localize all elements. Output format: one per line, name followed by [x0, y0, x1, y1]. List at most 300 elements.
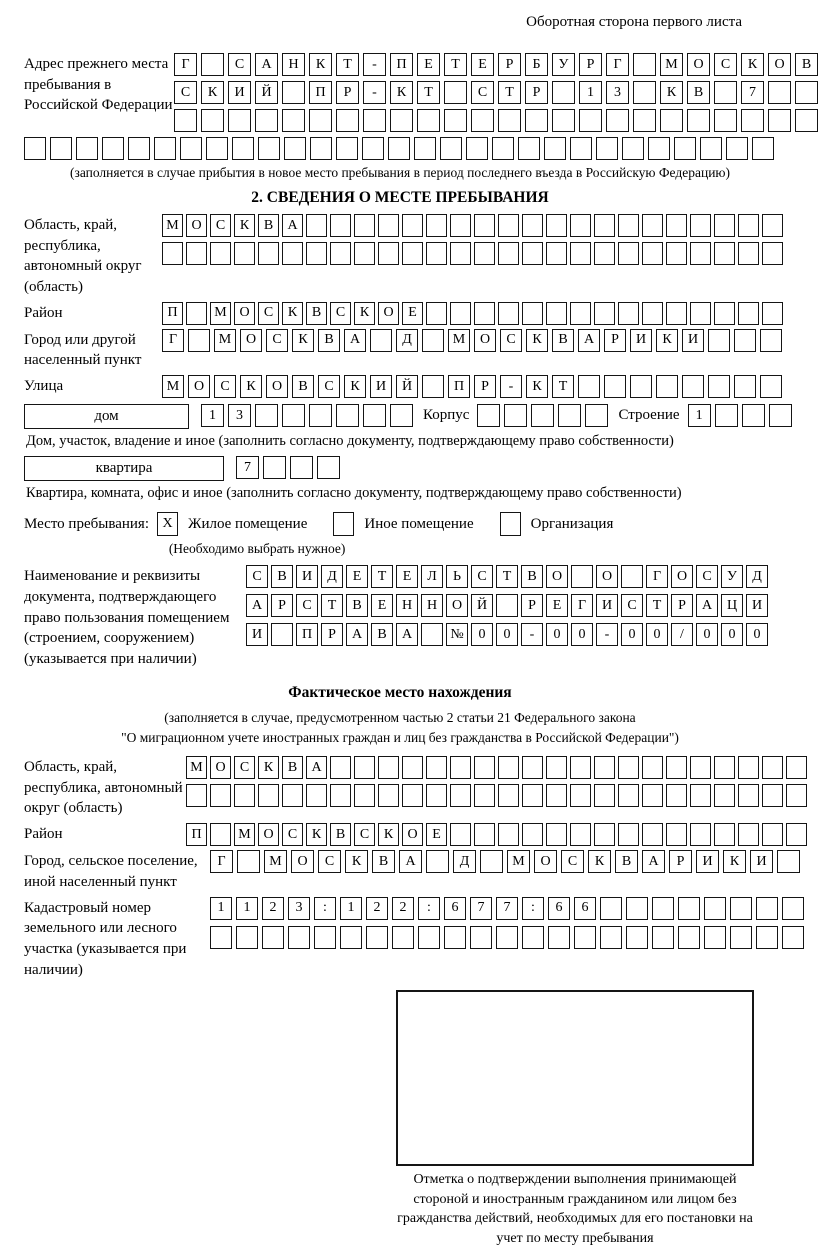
char-box[interactable]: А	[255, 53, 278, 76]
char-box[interactable]	[426, 214, 447, 237]
char-box[interactable]	[102, 137, 124, 160]
char-box[interactable]	[522, 823, 543, 846]
char-box[interactable]	[522, 784, 543, 807]
char-box[interactable]: 2	[392, 897, 414, 920]
char-box[interactable]: И	[682, 329, 704, 352]
char-box[interactable]	[444, 109, 467, 132]
char-box[interactable]	[642, 823, 663, 846]
char-box[interactable]	[700, 137, 722, 160]
char-box[interactable]: Т	[552, 375, 574, 398]
char-box[interactable]	[690, 823, 711, 846]
char-box[interactable]	[354, 756, 375, 779]
char-box[interactable]: М	[214, 329, 236, 352]
char-box[interactable]	[362, 137, 384, 160]
char-box[interactable]	[708, 375, 730, 398]
char-box[interactable]: М	[507, 850, 530, 873]
char-box[interactable]: 7	[470, 897, 492, 920]
char-box[interactable]: О	[768, 53, 791, 76]
char-box[interactable]	[552, 81, 575, 104]
char-box[interactable]: М	[448, 329, 470, 352]
char-box[interactable]	[762, 784, 783, 807]
char-box[interactable]	[762, 242, 783, 265]
char-box[interactable]: В	[282, 756, 303, 779]
char-box[interactable]: 6	[444, 897, 466, 920]
char-box[interactable]: П	[162, 302, 183, 325]
char-box[interactable]	[290, 456, 313, 479]
char-box[interactable]: О	[188, 375, 210, 398]
char-box[interactable]: К	[656, 329, 678, 352]
char-box[interactable]: О	[258, 823, 279, 846]
char-box[interactable]	[585, 404, 608, 427]
char-box[interactable]	[571, 565, 593, 588]
char-box[interactable]: В	[330, 823, 351, 846]
char-box[interactable]	[388, 137, 410, 160]
char-box[interactable]: Н	[282, 53, 305, 76]
char-box[interactable]	[656, 375, 678, 398]
char-box[interactable]: К	[234, 214, 255, 237]
char-box[interactable]	[795, 81, 818, 104]
char-box[interactable]	[548, 926, 570, 949]
char-box[interactable]: -	[363, 53, 386, 76]
char-box[interactable]	[426, 242, 447, 265]
char-box[interactable]	[392, 926, 414, 949]
char-box[interactable]	[642, 302, 663, 325]
char-box[interactable]	[678, 926, 700, 949]
char-box[interactable]	[570, 137, 592, 160]
char-box[interactable]: К	[588, 850, 611, 873]
char-box[interactable]: И	[370, 375, 392, 398]
char-box[interactable]	[154, 137, 176, 160]
char-box[interactable]	[426, 850, 449, 873]
char-box[interactable]	[558, 404, 581, 427]
char-box[interactable]: Т	[498, 81, 521, 104]
char-box[interactable]	[726, 137, 748, 160]
char-box[interactable]	[426, 302, 447, 325]
char-box[interactable]	[282, 81, 305, 104]
char-box[interactable]	[309, 404, 332, 427]
char-box[interactable]: К	[306, 823, 327, 846]
char-box[interactable]	[546, 756, 567, 779]
char-box[interactable]: Р	[498, 53, 521, 76]
char-box[interactable]: С	[228, 53, 251, 76]
char-box[interactable]: -	[500, 375, 522, 398]
char-box[interactable]: :	[418, 897, 440, 920]
char-box[interactable]: 1	[236, 897, 258, 920]
char-box[interactable]	[186, 302, 207, 325]
char-box[interactable]	[309, 109, 332, 132]
char-box[interactable]	[390, 109, 413, 132]
char-box[interactable]: Т	[496, 565, 518, 588]
char-box[interactable]	[741, 109, 764, 132]
char-box[interactable]	[630, 375, 652, 398]
char-box[interactable]	[498, 756, 519, 779]
char-box[interactable]: О	[266, 375, 288, 398]
char-box[interactable]: Й	[396, 375, 418, 398]
char-box[interactable]	[378, 242, 399, 265]
char-box[interactable]: П	[390, 53, 413, 76]
char-box[interactable]	[402, 214, 423, 237]
char-box[interactable]	[596, 137, 618, 160]
char-box[interactable]: С	[696, 565, 718, 588]
char-box[interactable]: О	[402, 823, 423, 846]
char-box[interactable]: О	[546, 565, 568, 588]
char-box[interactable]	[570, 823, 591, 846]
char-box[interactable]: С	[174, 81, 197, 104]
char-box[interactable]: А	[346, 623, 368, 646]
char-box[interactable]: В	[371, 623, 393, 646]
char-box[interactable]: Е	[426, 823, 447, 846]
char-box[interactable]	[421, 623, 443, 646]
char-box[interactable]	[742, 404, 765, 427]
char-box[interactable]	[426, 784, 447, 807]
char-box[interactable]: К	[526, 329, 548, 352]
char-box[interactable]	[704, 897, 726, 920]
char-box[interactable]	[642, 214, 663, 237]
char-box[interactable]: О	[234, 302, 255, 325]
char-box[interactable]: Е	[546, 594, 568, 617]
char-box[interactable]	[674, 137, 696, 160]
char-box[interactable]: -	[521, 623, 543, 646]
char-box[interactable]	[570, 784, 591, 807]
char-box[interactable]	[498, 784, 519, 807]
char-box[interactable]	[492, 137, 514, 160]
char-box[interactable]: М	[264, 850, 287, 873]
char-box[interactable]: А	[396, 623, 418, 646]
char-box[interactable]	[714, 756, 735, 779]
char-box[interactable]: Р	[474, 375, 496, 398]
char-box[interactable]: Е	[402, 302, 423, 325]
char-box[interactable]: Т	[336, 53, 359, 76]
char-box[interactable]: А	[578, 329, 600, 352]
char-box[interactable]	[594, 823, 615, 846]
char-box[interactable]: 0	[471, 623, 493, 646]
char-box[interactable]	[186, 242, 207, 265]
char-box[interactable]: Р	[271, 594, 293, 617]
char-box[interactable]	[546, 214, 567, 237]
char-box[interactable]	[782, 897, 804, 920]
char-box[interactable]: 6	[574, 897, 596, 920]
char-box[interactable]	[498, 242, 519, 265]
char-box[interactable]: У	[552, 53, 575, 76]
char-box[interactable]	[570, 214, 591, 237]
char-box[interactable]	[282, 242, 303, 265]
char-box[interactable]: К	[354, 302, 375, 325]
char-box[interactable]: М	[234, 823, 255, 846]
char-box[interactable]	[363, 109, 386, 132]
char-box[interactable]: В	[318, 329, 340, 352]
char-box[interactable]: Т	[646, 594, 668, 617]
char-box[interactable]	[496, 594, 518, 617]
char-box[interactable]	[618, 784, 639, 807]
char-box[interactable]: Д	[396, 329, 418, 352]
char-box[interactable]	[504, 404, 527, 427]
char-box[interactable]: 1	[201, 404, 224, 427]
char-box[interactable]	[762, 214, 783, 237]
char-box[interactable]: 0	[621, 623, 643, 646]
char-box[interactable]: Н	[421, 594, 443, 617]
char-box[interactable]: Р	[604, 329, 626, 352]
char-box[interactable]	[714, 784, 735, 807]
char-box[interactable]	[730, 897, 752, 920]
checkbox-other-premises[interactable]	[333, 512, 354, 536]
char-box[interactable]	[354, 242, 375, 265]
char-box[interactable]: 1	[688, 404, 711, 427]
char-box[interactable]	[600, 897, 622, 920]
char-box[interactable]	[570, 302, 591, 325]
char-box[interactable]	[622, 137, 644, 160]
char-box[interactable]	[594, 756, 615, 779]
char-box[interactable]	[450, 242, 471, 265]
char-box[interactable]	[470, 926, 492, 949]
char-box[interactable]: О	[534, 850, 557, 873]
char-box[interactable]	[228, 109, 251, 132]
char-box[interactable]	[330, 756, 351, 779]
char-box[interactable]	[330, 214, 351, 237]
char-box[interactable]: Е	[417, 53, 440, 76]
char-box[interactable]	[690, 242, 711, 265]
char-box[interactable]	[546, 823, 567, 846]
char-box[interactable]	[738, 302, 759, 325]
char-box[interactable]	[552, 109, 575, 132]
char-box[interactable]: Р	[336, 81, 359, 104]
char-box[interactable]: Д	[746, 565, 768, 588]
char-box[interactable]	[714, 214, 735, 237]
char-box[interactable]: :	[314, 897, 336, 920]
char-box[interactable]	[450, 823, 471, 846]
char-box[interactable]: С	[234, 756, 255, 779]
char-box[interactable]: К	[282, 302, 303, 325]
char-box[interactable]	[336, 109, 359, 132]
char-box[interactable]: В	[687, 81, 710, 104]
char-box[interactable]: И	[630, 329, 652, 352]
char-box[interactable]	[660, 109, 683, 132]
char-box[interactable]	[422, 375, 444, 398]
char-box[interactable]: К	[344, 375, 366, 398]
char-box[interactable]: 1	[210, 897, 232, 920]
char-box[interactable]	[450, 756, 471, 779]
char-box[interactable]	[422, 329, 444, 352]
char-box[interactable]: О	[240, 329, 262, 352]
char-box[interactable]	[522, 302, 543, 325]
char-box[interactable]	[418, 926, 440, 949]
char-box[interactable]	[687, 109, 710, 132]
char-box[interactable]: Г	[162, 329, 184, 352]
char-box[interactable]: Т	[321, 594, 343, 617]
char-box[interactable]	[282, 784, 303, 807]
char-box[interactable]	[474, 214, 495, 237]
char-box[interactable]: 3	[288, 897, 310, 920]
char-box[interactable]	[284, 137, 306, 160]
char-box[interactable]	[210, 784, 231, 807]
char-box[interactable]: 7	[236, 456, 259, 479]
char-box[interactable]	[738, 214, 759, 237]
char-box[interactable]	[690, 756, 711, 779]
char-box[interactable]	[450, 302, 471, 325]
char-box[interactable]	[578, 375, 600, 398]
char-box[interactable]	[738, 242, 759, 265]
char-box[interactable]	[330, 242, 351, 265]
char-box[interactable]: К	[723, 850, 746, 873]
char-box[interactable]: Й	[471, 594, 493, 617]
char-box[interactable]: О	[671, 565, 693, 588]
char-box[interactable]	[633, 81, 656, 104]
char-box[interactable]	[474, 242, 495, 265]
char-box[interactable]: К	[201, 81, 224, 104]
char-box[interactable]: Е	[396, 565, 418, 588]
char-box[interactable]: И	[696, 850, 719, 873]
char-box[interactable]: С	[500, 329, 522, 352]
char-box[interactable]: К	[292, 329, 314, 352]
char-box[interactable]	[574, 926, 596, 949]
char-box[interactable]	[474, 784, 495, 807]
char-box[interactable]	[738, 756, 759, 779]
char-box[interactable]	[652, 897, 674, 920]
char-box[interactable]	[769, 404, 792, 427]
char-box[interactable]: Р	[525, 81, 548, 104]
char-box[interactable]	[378, 214, 399, 237]
char-box[interactable]: С	[210, 214, 231, 237]
char-box[interactable]	[378, 784, 399, 807]
char-box[interactable]	[546, 784, 567, 807]
char-box[interactable]	[621, 565, 643, 588]
char-box[interactable]	[642, 242, 663, 265]
char-box[interactable]	[531, 404, 554, 427]
char-box[interactable]: Д	[321, 565, 343, 588]
char-box[interactable]: Т	[444, 53, 467, 76]
char-box[interactable]	[474, 302, 495, 325]
char-box[interactable]	[525, 109, 548, 132]
char-box[interactable]	[354, 784, 375, 807]
char-box[interactable]	[498, 109, 521, 132]
char-box[interactable]	[786, 823, 807, 846]
char-box[interactable]	[786, 784, 807, 807]
char-box[interactable]: М	[660, 53, 683, 76]
char-box[interactable]	[738, 823, 759, 846]
char-box[interactable]: К	[660, 81, 683, 104]
char-box[interactable]	[414, 137, 436, 160]
char-box[interactable]	[762, 302, 783, 325]
char-box[interactable]: А	[282, 214, 303, 237]
char-box[interactable]	[237, 850, 260, 873]
char-box[interactable]: Е	[346, 565, 368, 588]
char-box[interactable]	[704, 926, 726, 949]
char-box[interactable]	[314, 926, 336, 949]
char-box[interactable]	[263, 456, 286, 479]
char-box[interactable]: А	[306, 756, 327, 779]
char-box[interactable]: С	[318, 850, 341, 873]
char-box[interactable]: Ц	[721, 594, 743, 617]
char-box[interactable]: В	[521, 565, 543, 588]
char-box[interactable]: С	[258, 302, 279, 325]
char-box[interactable]	[471, 109, 494, 132]
char-box[interactable]	[600, 926, 622, 949]
char-box[interactable]	[390, 404, 413, 427]
char-box[interactable]	[366, 926, 388, 949]
char-box[interactable]	[522, 926, 544, 949]
char-box[interactable]: У	[721, 565, 743, 588]
char-box[interactable]	[498, 214, 519, 237]
char-box[interactable]: С	[266, 329, 288, 352]
char-box[interactable]	[336, 404, 359, 427]
char-box[interactable]	[522, 214, 543, 237]
char-box[interactable]: Р	[579, 53, 602, 76]
char-box[interactable]	[570, 242, 591, 265]
char-box[interactable]	[466, 137, 488, 160]
char-box[interactable]: И	[596, 594, 618, 617]
char-box[interactable]	[340, 926, 362, 949]
char-box[interactable]: Н	[396, 594, 418, 617]
char-box[interactable]	[282, 109, 305, 132]
char-box[interactable]: Г	[210, 850, 233, 873]
char-box[interactable]	[378, 756, 399, 779]
char-box[interactable]	[786, 756, 807, 779]
char-box[interactable]	[606, 109, 629, 132]
char-box[interactable]	[652, 926, 674, 949]
char-box[interactable]	[715, 404, 738, 427]
char-box[interactable]	[546, 242, 567, 265]
char-box[interactable]	[186, 784, 207, 807]
char-box[interactable]	[522, 242, 543, 265]
char-box[interactable]	[306, 214, 327, 237]
char-box[interactable]: В	[306, 302, 327, 325]
char-box[interactable]: Г	[646, 565, 668, 588]
char-box[interactable]: Р	[321, 623, 343, 646]
char-box[interactable]	[642, 756, 663, 779]
char-box[interactable]: В	[795, 53, 818, 76]
char-box[interactable]	[444, 81, 467, 104]
char-box[interactable]	[210, 926, 232, 949]
char-box[interactable]: В	[292, 375, 314, 398]
char-box[interactable]	[363, 404, 386, 427]
char-box[interactable]: 0	[496, 623, 518, 646]
char-box[interactable]	[282, 404, 305, 427]
char-box[interactable]	[426, 756, 447, 779]
char-box[interactable]: /	[671, 623, 693, 646]
char-box[interactable]	[760, 375, 782, 398]
char-box[interactable]	[618, 242, 639, 265]
char-box[interactable]	[258, 784, 279, 807]
checkbox-residential[interactable]: X	[157, 512, 178, 536]
char-box[interactable]: К	[390, 81, 413, 104]
char-box[interactable]: Д	[453, 850, 476, 873]
char-box[interactable]	[306, 242, 327, 265]
char-box[interactable]	[402, 756, 423, 779]
char-box[interactable]	[201, 53, 224, 76]
char-box[interactable]	[188, 329, 210, 352]
char-box[interactable]	[762, 823, 783, 846]
char-box[interactable]	[666, 756, 687, 779]
char-box[interactable]: Е	[471, 53, 494, 76]
char-box[interactable]	[258, 242, 279, 265]
char-box[interactable]	[714, 81, 737, 104]
char-box[interactable]: О	[378, 302, 399, 325]
char-box[interactable]: И	[750, 850, 773, 873]
char-box[interactable]	[522, 756, 543, 779]
char-box[interactable]	[255, 109, 278, 132]
char-box[interactable]	[678, 897, 700, 920]
char-box[interactable]	[768, 81, 791, 104]
char-box[interactable]	[336, 137, 358, 160]
char-box[interactable]	[498, 823, 519, 846]
char-box[interactable]: О	[186, 214, 207, 237]
char-box[interactable]: В	[372, 850, 395, 873]
char-box[interactable]: -	[363, 81, 386, 104]
char-box[interactable]: К	[526, 375, 548, 398]
char-box[interactable]: П	[186, 823, 207, 846]
char-box[interactable]: А	[399, 850, 422, 873]
char-box[interactable]	[234, 242, 255, 265]
char-box[interactable]	[782, 926, 804, 949]
